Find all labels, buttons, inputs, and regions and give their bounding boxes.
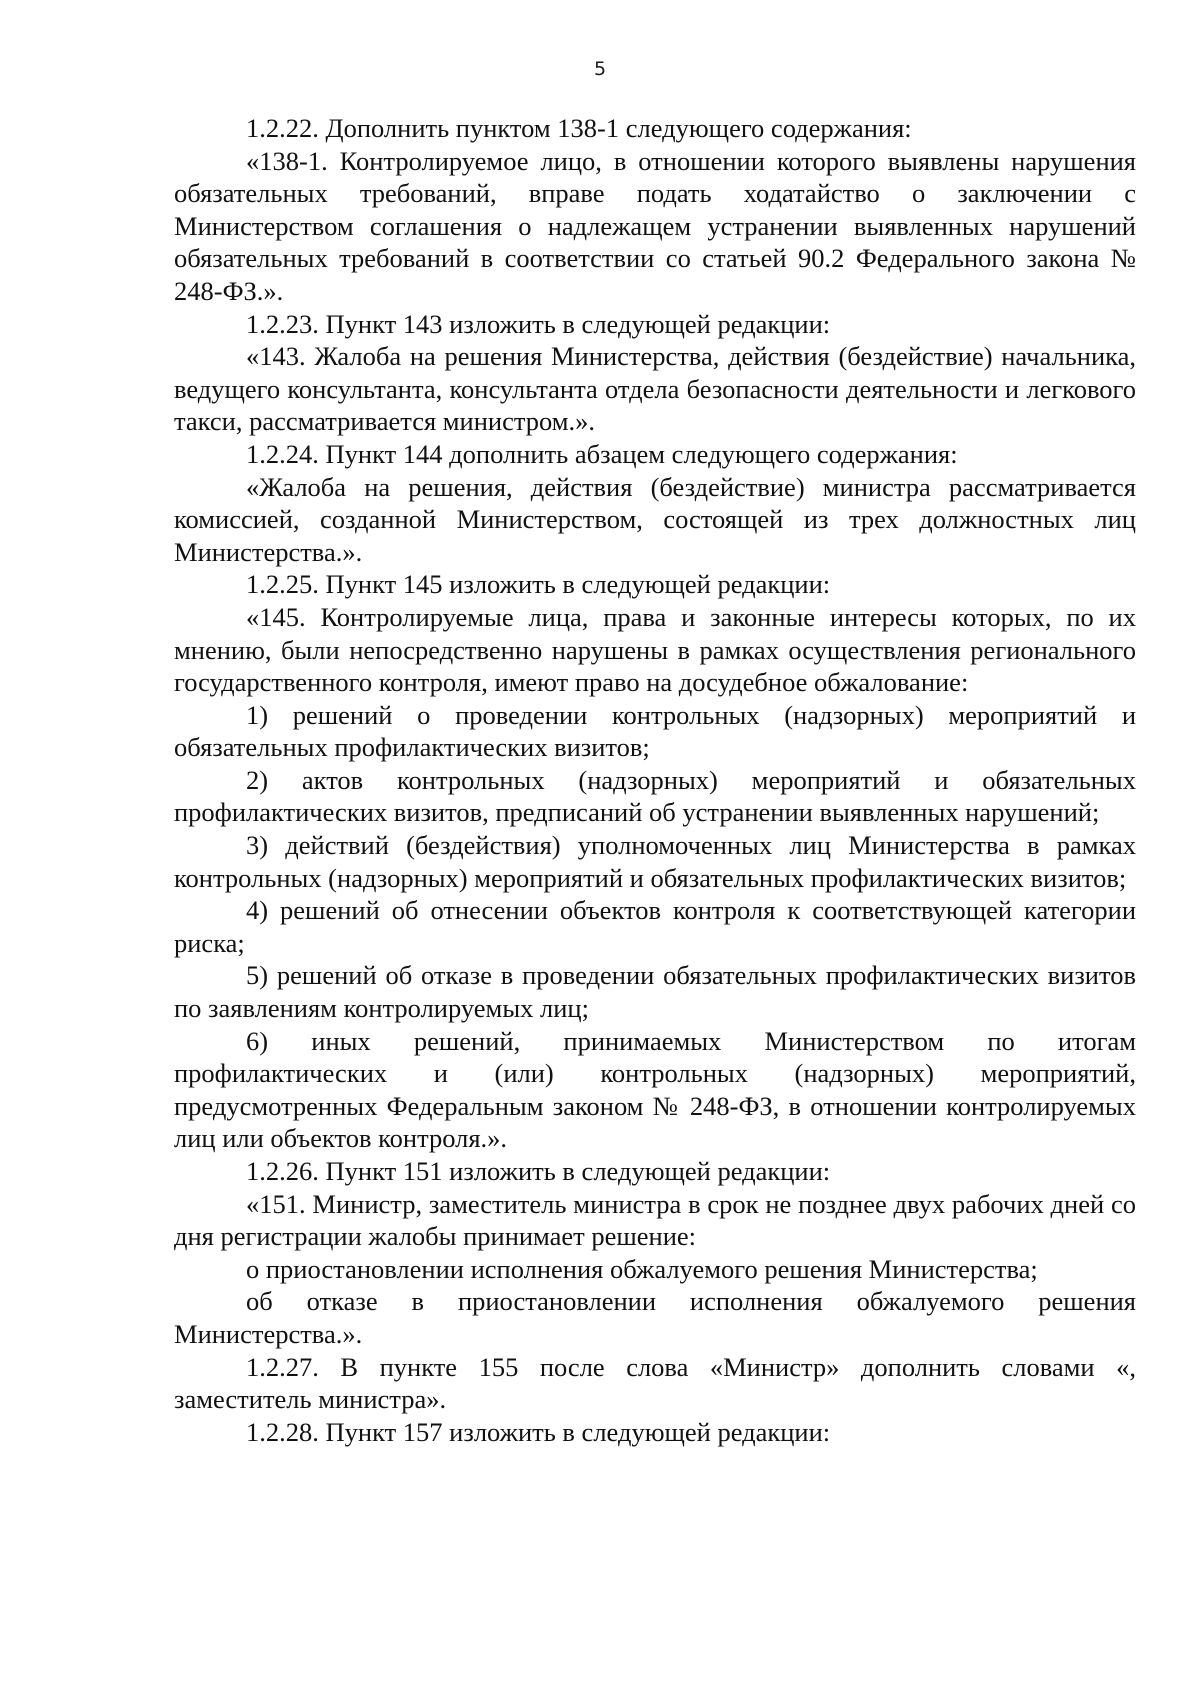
paragraph-1-2-23: 1.2.23. Пункт 143 изложить в следующей редакции: [246,308,831,339]
page-number: 5 [593,58,607,80]
paragraph-143: «143. Жалоба на решения Министерства, действия (бездействие) начальника, ведущего консультанта, консультанта отдела безопасности деятельности и легкового такси, рассматривается министром.». [174,341,1136,437]
list-item-4: 4) решений об отнесении объектов контроля к соответствующей категории риска; [174,895,1136,958]
document-body [174,112,1136,1448]
list-item-1: 1) решений о проведении контрольных (надзорных) мероприятий и обязательных профилактических визитов; [174,699,1136,763]
list-item-5: 5) решений об отказе в проведении обязательных профилактических визитов по заявлениям контролируемых лиц; [174,960,1136,1024]
paragraph-1-2-28: 1.2.28. Пункт 157 изложить в следующей редакции: [246,1416,831,1447]
paragraph-1-2-25: 1.2.25. Пункт 145 изложить в следующей редакции: [246,569,831,600]
paragraph-145: «145. Контролируемые лица, права и законные интересы которых, по их мнению, были непосредственно нарушены в рамках осуществления регионального государственного контроля, имеют право на досудебное обжалование: [174,601,1136,698]
paragraph-151: «151. Министр, заместитель министра в срок не позднее двух рабочих дней со дня регистрации жалобы принимает решение: [174,1188,1136,1252]
list-item-6: 6) иных решений, принимаемых Министерством по итогам профилактических и (или) контрольных (надзорных) мероприятий, предусмотренных Федеральным законом № 248-ФЗ, в отношении контролируемых лиц или объектов контроля.». [174,1025,1136,1154]
paragraph-144-addition: «Жалоба на решения, действия (бездействие) министра рассматривается комиссией, созданной Министерством, состоящей из трех должностных лиц Министерства.». [174,471,1136,567]
list-item-2: 2) актов контрольных (надзорных) мероприятий и обязательных профилактических визитов, предписаний об устранении выявленных нарушений; [174,764,1136,828]
paragraph-1-2-24: 1.2.24. Пункт 144 дополнить абзацем следующего содержания: [246,438,958,469]
paragraph-1-2-22: 1.2.22. Дополнить пунктом 138-1 следующего содержания: [246,113,912,143]
paragraph-1-2-26: 1.2.26. Пункт 151 изложить в следующей редакции: [246,1156,831,1186]
paragraph-1-2-27: 1.2.27. В пункте 155 после слова «Министр» дополнить словами «, заместитель министра». [174,1351,1136,1415]
paragraph-138-1: «138-1. Контролируемое лицо, в отношении которого выявлены нарушения обязательных требований, вправе подать ходатайство о заключении с Министерством соглашения о надлежащем устранении выявленных нарушений обязательных требований в соответствии со статьей 90.2 Федерального закона № 248-ФЗ.». [174,145,1136,306]
paragraph-151-option-refuse: об отказе в приостановлении исполнения обжалуемого решения Министерства.». [174,1286,1136,1349]
paragraph-151-option-suspend: о приостановлении исполнения обжалуемого решения Министерства; [246,1253,1038,1284]
list-item-3: 3) действий (бездействия) уполномоченных лиц Министерства в рамках контрольных (надзорных) мероприятий и обязательных профилактических визитов; [174,830,1136,893]
